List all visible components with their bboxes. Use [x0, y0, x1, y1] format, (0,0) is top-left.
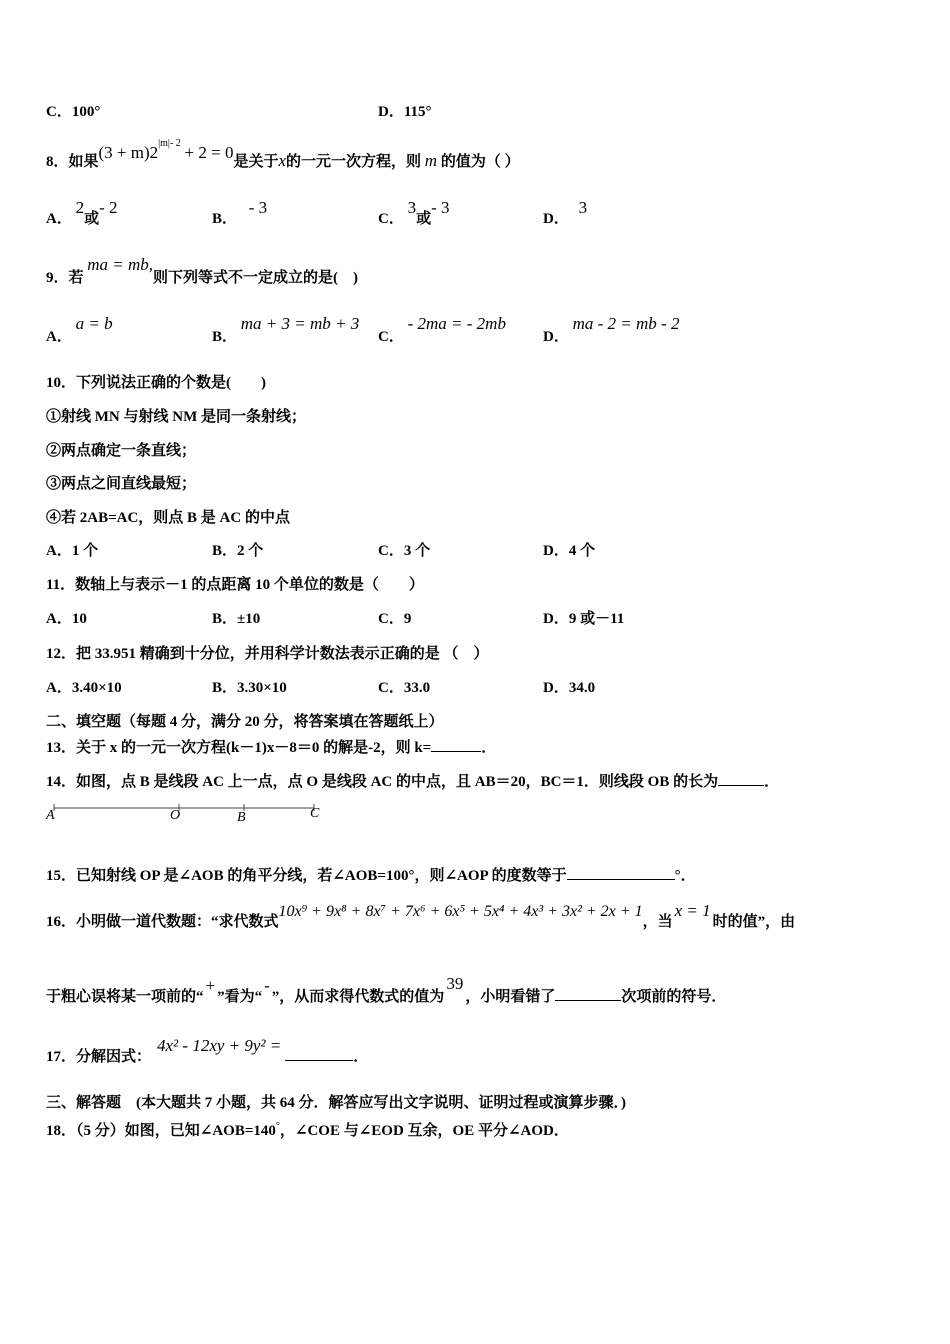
- q8-prefix: 8．如果: [46, 154, 99, 170]
- q16-mid2: 时的值”，由: [712, 914, 796, 930]
- q8-option-b-value: - 3: [248, 198, 268, 217]
- q8-option-a-label: A．: [46, 211, 72, 227]
- q12-option-c: C．33.0: [378, 680, 431, 696]
- q12-option-d: D．34.0: [543, 680, 596, 696]
- q15-text: 15．已知射线 OP 是∠AOB 的角平分线，若∠AOB=100°，则∠AOP 的度数等于: [46, 868, 567, 884]
- q8-stem: [46, 138, 520, 172]
- q11-option-d: D．9 或－11: [543, 611, 625, 627]
- q18: [46, 1117, 569, 1141]
- q17: [46, 1036, 369, 1067]
- q9-option-c-value: - 2ma = - 2mb: [407, 314, 506, 333]
- q9-option-d: [543, 314, 680, 347]
- q9-stem: [46, 255, 359, 288]
- q8-option-a: [46, 198, 118, 229]
- q8-option-a-value1: 2: [75, 198, 85, 217]
- q8-eq-exp: |m|- 2: [158, 138, 181, 149]
- q8-option-c-label: C．: [378, 211, 404, 227]
- q8-option-d-value: 3: [578, 198, 588, 217]
- q9-option-a-label: A．: [46, 329, 72, 345]
- q14-label-c: C: [310, 806, 320, 821]
- q8-option-a-value2: - 2: [99, 198, 118, 217]
- q14: [46, 771, 779, 792]
- q9-option-b: [212, 314, 360, 347]
- q17-expression: 4x² - 12xy + 9y² =: [157, 1036, 282, 1055]
- q16-plus-sign: +: [205, 976, 216, 995]
- q8-var-m: m: [424, 151, 438, 170]
- q8-var-x: x: [278, 151, 287, 170]
- q14-text: 14．如图，点 B 是线段 AC 上一点，点 O 是线段 AC 的中点，且 AB＝20，BC＝1．则线段 OB 的长为: [46, 774, 719, 790]
- q8-option-b: [212, 198, 268, 229]
- q8-option-c-or: 或: [416, 211, 432, 227]
- q18-degree: °: [275, 1121, 280, 1132]
- q10-option-b: B．2 个: [212, 543, 264, 559]
- q17-end: ．: [353, 1049, 369, 1065]
- q8-option-c: [378, 198, 450, 229]
- q16-minus-sign: -: [264, 976, 270, 995]
- q16-value: 39: [446, 974, 464, 993]
- q15: [46, 865, 696, 886]
- q17-answer-blank[interactable]: [285, 1046, 353, 1061]
- section-2-heading: 二、填空题（每题 4 分，满分 20 分，将答案填在答题纸上）: [46, 714, 444, 730]
- q13-answer-blank[interactable]: [431, 737, 481, 752]
- q14-answer-blank[interactable]: [718, 771, 764, 786]
- q8-option-c-value1: 3: [407, 198, 417, 217]
- q10-statement-1: ①射线 MN 与射线 NM 是同一条射线；: [46, 409, 306, 425]
- q14-label-b: B: [237, 810, 246, 825]
- q11-option-a: A．10: [46, 611, 87, 627]
- q11-option-b: B．±10: [212, 611, 261, 627]
- q8-option-d-label: D．: [543, 211, 569, 227]
- q15-end: °．: [674, 868, 696, 884]
- q16-line2-d: ，小明看错了: [465, 989, 556, 1005]
- q12-stem: 12．把 33.951 精确到十分位，并用科学计数法表示正确的是 （ ）: [46, 646, 489, 662]
- q10-option-d: D．4 个: [543, 543, 596, 559]
- q18-text-b: ，∠COE 与∠EOD 互余，OE 平分∠AOD．: [279, 1123, 569, 1139]
- q12-option-b: B．3.30×10: [212, 680, 287, 696]
- q9-suffix: 则下列等式不一定成立的是( ): [153, 270, 359, 286]
- q10-statement-3: ③两点之间直线最短；: [46, 476, 197, 492]
- q10-option-c: C．3 个: [378, 543, 431, 559]
- q14-label-a: A: [46, 808, 55, 823]
- q7-option-d: D．115°: [378, 104, 432, 120]
- q8-option-c-value2: - 3: [431, 198, 450, 217]
- q16-line2-e: 次项前的符号．: [621, 989, 727, 1005]
- q14-label-o: O: [170, 808, 181, 823]
- q16-prefix: 16．小明做一道代数题：“求代数式: [46, 914, 279, 930]
- q9-option-c: [378, 314, 506, 347]
- q13: [46, 737, 496, 758]
- q8-option-b-label: B．: [212, 211, 238, 227]
- q16-polynomial: 10x⁹ + 9x⁸ + 8x⁷ + 7x⁶ + 6x⁵ + 5x⁴ + 4x³ + 3x² + 2x + 1: [278, 903, 643, 920]
- q9-prefix: 9．若: [46, 270, 84, 286]
- q13-text: 13．关于 x 的一元一次方程(k－1)x－8＝0 的解是-2，则 k=: [46, 740, 432, 756]
- q14-segment-figure: [44, 800, 334, 830]
- q17-prefix: 17．分解因式：: [46, 1049, 152, 1065]
- q8-eq-base: (3 + m)2: [98, 143, 159, 162]
- q18-text-a: 18．（5 分）如图，已知∠AOB=140: [46, 1123, 276, 1139]
- q10-option-a: A．1 个: [46, 543, 99, 559]
- q16-mid: ，当: [642, 914, 673, 930]
- q16-answer-blank[interactable]: [555, 986, 621, 1001]
- q9-option-b-value: ma + 3 = mb + 3: [240, 314, 360, 333]
- q8-mid: 是关于: [233, 154, 279, 170]
- q8-suffix: 的值为（ ）: [440, 154, 520, 170]
- q14-end: ．: [764, 774, 780, 790]
- q10-stem: 10．下列说法正确的个数是( ): [46, 375, 266, 391]
- q16-line2-b: ”看为“: [217, 989, 263, 1005]
- q8-option-a-or: 或: [84, 211, 100, 227]
- q13-end: ．: [481, 740, 497, 756]
- q9-option-b-label: B．: [212, 329, 238, 345]
- q9-option-d-label: D．: [543, 329, 569, 345]
- q12-option-a: A．3.40×10: [46, 680, 122, 696]
- q9-option-a-value: a = b: [75, 314, 113, 333]
- q9-option-d-value: ma - 2 = mb - 2: [572, 314, 680, 333]
- q8-equation: [98, 138, 234, 162]
- q11-option-c: C．9: [378, 611, 412, 627]
- q16-condition: x = 1: [674, 901, 711, 920]
- section-3-heading: 三、解答题 (本大题共 7 小题，共 64 分．解答应写出文字说明、证明过程或演算步骤．): [46, 1095, 626, 1111]
- q16-line-2: [46, 974, 727, 1007]
- q9-condition: ma = mb,: [87, 255, 154, 274]
- q8-mid2: 的一元一次方程，则: [286, 154, 422, 170]
- q16-line-1: [46, 901, 796, 932]
- q15-answer-blank[interactable]: [567, 865, 675, 880]
- q10-statement-4: ④若 2AB=AC，则点 B 是 AC 的中点: [46, 510, 290, 526]
- q9-option-c-label: C．: [378, 329, 404, 345]
- q16-line2-c: ”，从而求得代数式的值为: [271, 989, 445, 1005]
- q16-line2-a: 于粗心误将某一项前的“: [46, 989, 204, 1005]
- q7-option-c: C．100°: [46, 104, 101, 120]
- q8-eq-tail: + 2 = 0: [184, 143, 234, 162]
- q8-option-d: [543, 198, 588, 229]
- q10-statement-2: ②两点确定一条直线；: [46, 443, 197, 459]
- q9-option-a: [46, 314, 113, 347]
- q11-stem: 11．数轴上与表示－1 的点距离 10 个单位的数是（ ）: [46, 577, 424, 593]
